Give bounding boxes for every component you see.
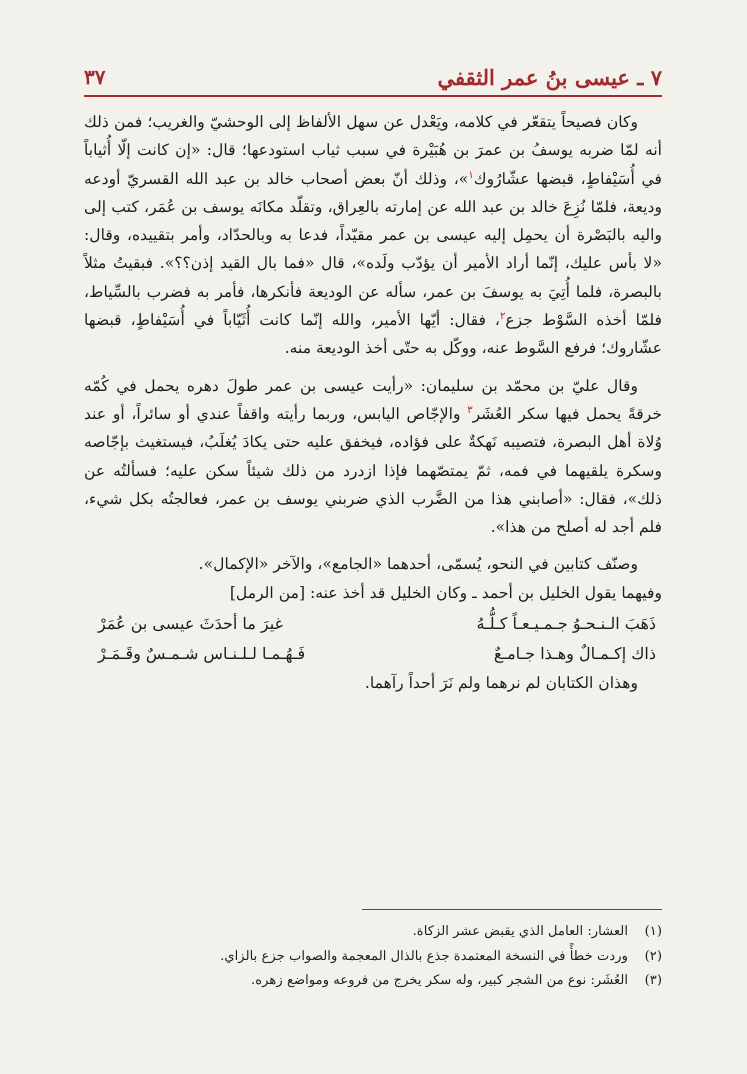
footnote-number: (٣) bbox=[644, 973, 662, 988]
hemistich-second: فَـهُـمـا لـلـنـاس شـمـسٌ وقَـمَـرْ bbox=[98, 643, 306, 663]
paragraph bbox=[84, 108, 662, 363]
running-header bbox=[84, 62, 662, 92]
footnote-rule bbox=[362, 909, 662, 910]
text-segment: وفيهما يقول الخليل بن أحمد ـ وكان الخليل قد أخذ عنه: [من الرمل] bbox=[229, 583, 662, 602]
hemistich-first: ذَهَبَ الـنـحـوُ جـمـيـعـاً كـلُّـهُ bbox=[476, 613, 656, 633]
footnote-number: (٢) bbox=[644, 948, 662, 964]
hemistich-second: غيرَ ما أحدَثَ عيسى بن عُمَرْ bbox=[98, 613, 283, 633]
footnote-ref[interactable]: ٢ bbox=[499, 310, 506, 322]
text-segment: وكان فصيحاً يتقعّر في كلامه، ويَعْدل عن سهل الألفاظ إلى الوحشيّ والغريب؛ فمن ذلك أنه لمّا ضربه يوسفُ بن عمرَ بن هُبَيْرة في سبب ثياب استودعها؛ قال: «إن كانت إلّا أُثياباً في أُسَيْفاطٍ، قبضها عشّارُوك bbox=[84, 113, 662, 188]
verse-line bbox=[84, 609, 662, 639]
header-rule bbox=[84, 95, 662, 97]
footnote-text: العشار: العامل الذي يقبض عشر الزكاة. bbox=[412, 924, 628, 939]
footnote-text: وردت خطأً في النسخة المعتمدة جذع بالذال المعجمة والصواب جزع بالزاي. bbox=[220, 948, 628, 964]
footnotes bbox=[84, 920, 662, 994]
poem bbox=[84, 609, 662, 669]
footnote bbox=[84, 969, 662, 994]
footnote bbox=[84, 920, 662, 945]
closing-sentence: وهذان الكتابان لم نرهما ولم نَرَ أحداً رآهما. bbox=[364, 674, 638, 693]
paragraph bbox=[84, 372, 662, 542]
text-segment: وصنّف كتابين في النحو، يُسمّى، أحدهما «الجامع»، والآخر «الإكمال». bbox=[198, 555, 638, 574]
text-segment: ، فقال: أيّها الأمير، والله إنّما كانت أُثَيّاباً في أُسَيْفاطٍ، قبضها عشّاروك؛ فرفع السَّوط عنه، ووكّل به حتّى أخذ الوديعة منه. bbox=[84, 311, 662, 358]
paragraph bbox=[84, 550, 662, 578]
verse-line bbox=[84, 639, 662, 669]
text-segment: »، وذلك أنّ بعض أصحاب خالد بن عبد الله القسريّ أودعه وديعة، فلمّا نُزِعَ خالد بن عبد الله عن إمارته بالعِراق، وتقلّد مكانَه يوسف بن عُمَر، كتب إلى واليه بالبَصْرة أن يحمِل إليه عيسى بن عمر مقيّداً، فدعا به وبالحدّاد، وأمر بتقييده، وقال: «لا بأس عليك، إنّما أراد الأمير أن يؤدّب ولَده»، قال «فما بال القيد إذن؟؟». فبقيتُ مثلاً بالبصرة، فلما أُتِيَ به يوسفَ بن عمر، سأله عن الوديعة فأنكرها، فأمر به فضرب بالسِّياط، فلمّا أخذه السَّوْط جزع bbox=[84, 169, 662, 330]
footnote-text: العُشَر: نوع من الشجر كبير، وله سكر يخرج من فروعه ومواضع زهره. bbox=[251, 973, 628, 988]
footnote-number: (١) bbox=[644, 924, 662, 939]
page-number: ٣٧ bbox=[84, 65, 106, 89]
footnote-ref[interactable]: ١ bbox=[468, 169, 474, 181]
paragraph bbox=[84, 669, 662, 697]
hemistich-first: ذاك إكـمـالٌ وهـذا جـامـعٌ bbox=[493, 643, 656, 663]
text-segment: وقال عليّ بن محمّد بن سليمان: «رأيت عيسى بن عمر طولَ دهره يحمل في كُمّه خرقةً يحمل فيها سكر العُشَر bbox=[84, 376, 662, 423]
text-segment: والإجّاص اليابس، وربما رأيته واقفاً عندي أو سائراً، أو عند وُلاة أهل البصرة، فتصيبه نَهكةٌ على فؤاده، فيخفق عليه حتى يكادَ يُغلَبُ، فيستغيث بإجّاصه وسكرة يلقيهما في فمه، ثمّ يمتصّهما فإذا ازدرد من ذلك شيئاً سكن عليه؛ فسألتُه عن ذلك»، فقال: «أصابني هذا من الضَّرب الذي ضربني يوسف بن عمر، فعالجتُه بكل شيء، فلم أجد له أصلح من هذا». bbox=[84, 404, 662, 537]
main-text bbox=[84, 108, 662, 697]
footnote bbox=[84, 945, 662, 970]
footnote-ref[interactable]: ٣ bbox=[467, 404, 473, 416]
chapter-title: ٧ ـ عيسى بنُ عمر الثقفي bbox=[437, 64, 662, 90]
paragraph bbox=[84, 579, 662, 607]
